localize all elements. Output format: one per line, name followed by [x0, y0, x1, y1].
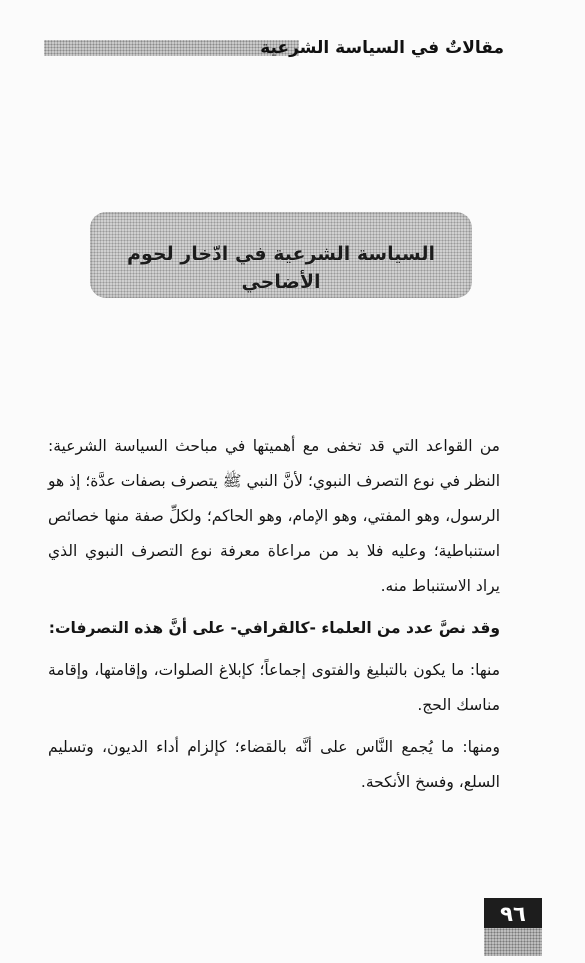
chapter-title-box: [90, 212, 472, 298]
page-number: ٩٦: [500, 902, 526, 926]
page-number-box: [484, 898, 542, 956]
running-header: [44, 36, 504, 60]
chapter-title: السياسة الشرعية في ادّخار لحوم الأضاحي: [127, 243, 435, 293]
running-header-title: مقالاتٌ في السياسة الشرعية: [260, 38, 504, 58]
paragraph-qada: ومنها: ما يُجمع النَّاس على أنَّه بالقضاء؛ كإلزام أداء الديون، وتسليم السلع، وفسخ الأنكحة.: [48, 738, 500, 791]
body-text: [48, 429, 500, 800]
paragraph-tabligh: منها: ما يكون بالتبليغ والفتوى إجماعاً؛ كإبلاغ الصلوات، وإقامتها، وإقامة مناسك الحج.: [48, 661, 500, 714]
paragraph-intro: من القواعد التي قد تخفى مع أهميتها في مباحث السياسة الشرعية: النظر في نوع التصرف النبوي؛ لأنَّ النبي ﷺ يتصرف بصفات عدَّة؛ إذ هو الرسول، وهو المفتي، وهو الإمام، وهو الحاكم؛ ولكلِّ صفة منها خصائص استنباطية؛ وعليه فلا بد من مراعاة معرفة نوع التصرف النبوي الذي يراد الاستنباط منه.: [48, 437, 500, 595]
paragraph-qarafi: وقد نصَّ عدد من العلماء -كالقرافي- على أنَّ هذه التصرفات:: [48, 619, 500, 637]
